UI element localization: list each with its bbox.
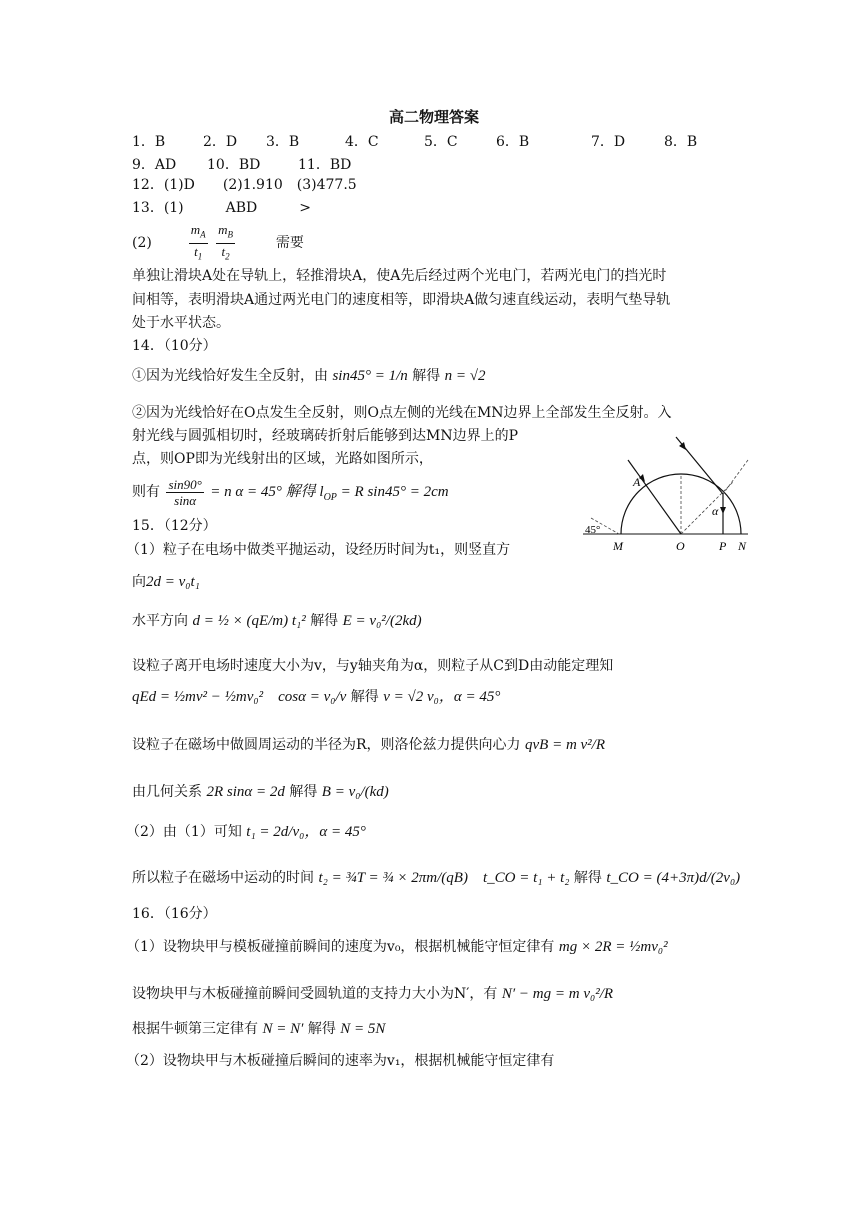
text: 水平方向 xyxy=(132,613,188,629)
q13-text-line: 间相等，表明滑块A通过两光电门的速度相等，即滑块A做匀速直线运动，表明气垫导轨 xyxy=(132,292,671,308)
arrow-head-icon xyxy=(679,442,686,450)
mcq-answer: 6．B xyxy=(496,134,530,150)
text: 设粒子在磁场中做圆周运动的半径为R，则洛伦兹力提供向心力 xyxy=(132,737,521,753)
mcq-answer: 10．BD xyxy=(207,157,261,173)
formula: mg × 2R = ½mv₀² xyxy=(558,939,668,955)
formula: t_CO = (4+3π)d/(2v₀) xyxy=(606,870,741,886)
text: 根据牛顿第三定律有 xyxy=(132,1021,258,1037)
q15-line xyxy=(132,572,200,592)
formula: B = v₀/(kd) xyxy=(321,784,389,800)
mcq-answer: 4．C xyxy=(345,134,379,150)
q14-step2-line: ②因为光线恰好在O点发生全反射，则O点左侧的光线在MN边界上全部发生全反射。入 xyxy=(132,405,672,421)
fraction-sin90-sinalpha xyxy=(166,477,203,508)
mcq-answer: 11．BD xyxy=(298,157,352,173)
text: 由几何关系 xyxy=(132,784,202,800)
page-title: 高二物理答案 xyxy=(388,108,479,126)
optics-figure xyxy=(583,432,753,557)
formula: N = 5N xyxy=(340,1021,386,1037)
mcq-answer: 1．B xyxy=(132,134,166,150)
text: 设物块甲与木板碰撞前瞬间受圆轨道的支持力大小为N′，有 xyxy=(132,986,498,1002)
q13-text-line: 单独让滑块A处在导轨上，轻推滑块A，使A先后经过两个光电门，若两光电门的挡光时 xyxy=(132,268,667,284)
label-p: P xyxy=(719,539,727,553)
q15-heading: 15．（12分） xyxy=(132,518,217,534)
q14-step1 xyxy=(132,366,486,386)
label-alpha: α xyxy=(712,504,719,518)
q15-line xyxy=(126,822,366,842)
label-o: O xyxy=(676,539,685,553)
formula: n = √2 xyxy=(444,368,486,384)
q14-step2-line: 射光线与圆弧相切时，经玻璃砖折射后能够到达MN边界上的P xyxy=(132,428,519,444)
text: 解得 xyxy=(573,870,602,886)
formula: t₁ = 2d/v₀，α = 45° xyxy=(246,824,366,840)
text: （1）设物块甲与模板碰撞前瞬间的速度为v₀，根据机械能守恒定律有 xyxy=(126,939,555,955)
q15-line xyxy=(132,611,422,631)
formula: qvB = m v²/R xyxy=(525,737,606,753)
dashed-extension xyxy=(723,460,748,494)
formula: qEd = ½mv² − ½mv₀² cosα = v₀/v xyxy=(132,689,347,705)
fraction-ma-t1: $\frac{m_A}{t_1}$ xyxy=(190,222,206,262)
mcq-answer: 7．D xyxy=(591,134,626,150)
q13-text-line: 处于水平状态。 xyxy=(132,315,230,331)
mcq-answer: 3．B xyxy=(266,134,300,150)
q13-part2 xyxy=(132,222,304,262)
q16-line xyxy=(132,984,613,1004)
q15-line xyxy=(132,782,389,802)
q16-line xyxy=(132,1019,385,1039)
formula: 2R sinα = 2d xyxy=(206,784,285,800)
q13-part1: 13．(1) ABD > xyxy=(132,200,311,216)
label-45deg: 45° xyxy=(585,524,601,536)
text: 解得 xyxy=(412,368,441,384)
q14-heading: 14．（10分） xyxy=(132,338,217,354)
q14-step2-result xyxy=(132,474,449,510)
text: （2）由（1）可知 xyxy=(126,824,242,840)
formula: d = ½ × (qE/m) t₁² xyxy=(192,613,306,629)
formula: = R sin45° = 2cm xyxy=(336,484,449,500)
formula: t₂ = ¾T = ¾ × 2πm/(qB) t_CO = t₁ + t₂ xyxy=(318,870,570,886)
formula: = n α = 45° 解得 l xyxy=(210,484,324,500)
denominator: sinα xyxy=(174,492,197,508)
mcq-answer: 9．AD xyxy=(132,157,177,173)
mcq-answer: 5．C xyxy=(424,134,458,150)
text: 解得 xyxy=(310,613,339,629)
text: ①因为光线恰好发生全反射，由 xyxy=(132,368,328,384)
text: 所以粒子在磁场中运动的时间 xyxy=(132,870,314,886)
q16-heading: 16．（16分） xyxy=(132,906,217,922)
q15-line xyxy=(132,735,605,755)
formula: N = N′ xyxy=(262,1021,304,1037)
label-a: A xyxy=(633,475,641,489)
formula: v = √2 v₀，α = 45° xyxy=(383,689,501,705)
formula: 2d = v₀t₁ xyxy=(146,574,200,590)
formula: N′ − mg = m v₀²/R xyxy=(501,986,614,1002)
q13-need: 需要 xyxy=(275,235,304,252)
q15-line: 设粒子离开电场时速度大小为v，与y轴夹角为α，则粒子从C到D由动能定理知 xyxy=(132,658,614,674)
q12-answer: 12．(1)D (2)1.910 (3)477.5 xyxy=(132,177,357,193)
text: 向 xyxy=(132,574,146,590)
q15-line xyxy=(132,868,740,888)
formula: E = v₀²/(2kd) xyxy=(342,613,422,629)
mcq-answer: 2．D xyxy=(203,134,238,150)
numerator: sin90° xyxy=(168,476,202,492)
q15-line xyxy=(132,687,500,707)
q16-line xyxy=(126,937,668,957)
text: 解得 xyxy=(307,1021,336,1037)
text: 则有 xyxy=(132,484,160,500)
label-m: M xyxy=(613,539,623,553)
q14-step2-line: 点，则OP即为光线射出的区域，光路如图所示， xyxy=(132,451,433,467)
subscript: OP xyxy=(323,491,337,503)
label-n: N xyxy=(738,539,747,553)
q13-part2-label: (2) xyxy=(132,235,152,252)
mcq-answer: 8．B xyxy=(664,134,698,150)
ray-to-o xyxy=(628,460,681,534)
arrow-head-icon xyxy=(720,507,726,514)
text: 解得 xyxy=(289,784,318,800)
text: 解得 xyxy=(350,689,379,705)
fraction-mb-t2: $\frac{m_B}{t_2}$ xyxy=(218,222,233,262)
formula: sin45° = 1/n xyxy=(332,368,408,384)
q15-line: （1）粒子在电场中做类平抛运动，设经历时间为t₁，则竖直方 xyxy=(126,542,511,558)
q16-line: （2）设物块甲与木板碰撞后瞬间的速率为v₁，根据机械能守恒定律有 xyxy=(126,1053,555,1069)
